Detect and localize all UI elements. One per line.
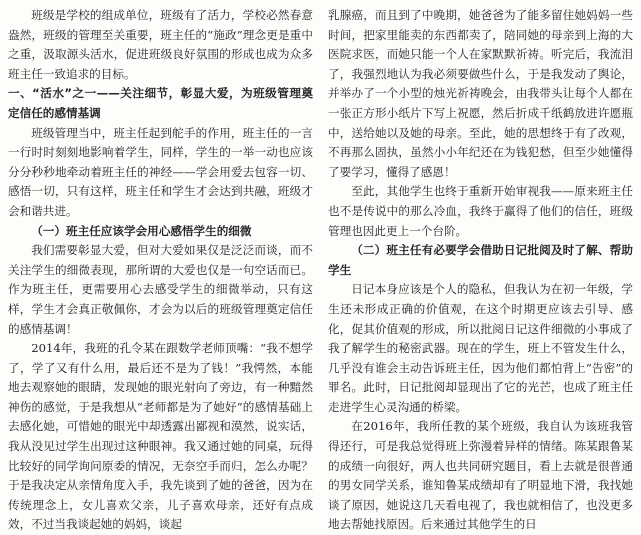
subsection-1-paragraph-2: 2014年，我班的孔令某在跟数学老师顶嘴：“我不想学了，学了又有什么用，最后还不是为了钱！”我愕然，本能地去观察她的眼睛，发现她的眼光射向了旁边，有一种黯然神伤的感觉，于是我想从“老师都是为了她好”的感情基础上去感化她，可惜她的眼光中却透露出鄙视和漠然，说实话，我从没见过学生出现过这种眼神。我又通过她的同桌，玩得比较好的同学询问原委的情况，无奈空手而归，怎么办呢？于是我决定从亲情角度入手，我先谈到了她的爸爸，因为在传统理念上，女儿喜欢父亲，儿子喜欢母亲，还好有点成效，不过当我谈起她的妈妈，谈起 (8, 341, 313, 532)
subsection-heading-2: （二）班主任有必要学会借助日记批阅及时了解、帮助学生 (328, 243, 633, 277)
subsection-1-conclusion: 至此，其他学生也终于重新开始审视我——原来班主任也不是传说中的那么冷血，我终于赢得了他们的信任，班级管理也因此更上一个台阶。 (328, 184, 633, 238)
section-1-paragraph: 班级管理当中，班主任起到舵手的作用，班主任的一言一行时时刻刻地影响着学生，同样，学生的一举一动也应该分分秒秒地牵动着班主任的神经——学会用爱去包容一切、感悟一切，只有这样，班主任和学生才会达到共融，班级才会和谐共进。 (8, 125, 313, 218)
continued-paragraph: 乳腺癌，而且到了中晚期，她爸爸为了能多留住她妈妈一些时间，把家里能卖的东西都卖了，陪同她的母亲到上海的大医院求医，而她只能一个人在家默默祈祷。听完后，我流泪了，我强烈地认为我必须要做些什么，于是我发动了舆论，并举办了一个小型的烛光祈祷晚会，由我带头让每个人都在一张正方形小纸片下写上祝愿，然后折成千纸鹤放进许愿瓶中，送给她以及她的母亲。至此，她的思想终于有了改观，不再那么固执，虽然小小年纪还在为钱犯愁，但至少她懂得了要学习，懂得了感恩！ (328, 8, 633, 179)
subsection-heading-1: （一）班主任应该学会用心感悟学生的细微 (31, 223, 252, 238)
subsection-2-paragraph-1: 日记本身应该是个人的隐私，但我认为在初一年级，学生还未形成正确的价值观，在这个时期更应该去引导、感化，促其价值观的形成，所以批阅日记这件细微的小事成了我了解学生的秘密武器。现在的学生，班上不管发生什么，几乎没有谁会主动告诉班主任，因为他们都怕背上“告密”的罪名。此时，日记批阅却显现出了它的光芒，也成了班主任走进学生心灵沟通的桥梁。 (328, 282, 633, 414)
left-column (8, 6, 313, 532)
section-heading-1: 一、“活水”之一——关注细节，彰显大爱，为班级管理奠定信任的感情基调 (8, 86, 313, 120)
right-column (328, 6, 633, 532)
subsection-1-paragraph-1: 我们需要彰显大爱，但对大爱如果仅是泛泛而谈，而不关注学生的细微表现，那所谓的大爱也仅是一句空话而已。作为班主任，更需要用心去感受学生的细微举动，只有这样，学生才会真正敬佩你，才会为以后的班级管理奠定信任的感情基调！ (8, 243, 313, 336)
subsection-2-paragraph-2: 在2016年，我所任教的某个班级，我自认为该班我管得还行，可是我总觉得班上弥漫着异样的情绪。陈某跟鲁某的成绩一向很好，两人也共同研究题目，看上去就是很普通的男女同学关系，谁知鲁某成绩却有了明显地下滑，我找她谈了原因，她说这几天看电视了，我也就相信了，也没更多地去帮她找原因。后来通过其他学生的日 (328, 419, 633, 532)
intro-paragraph: 班级是学校的组成单位，班级有了活力，学校必然春意盎然，班级的管理至关重要，班主任的“施政”理念更是重中之重，汲取源头活水，促进班级良好氛围的形成也成为众多班主任一致追求的目标。 (8, 8, 313, 81)
